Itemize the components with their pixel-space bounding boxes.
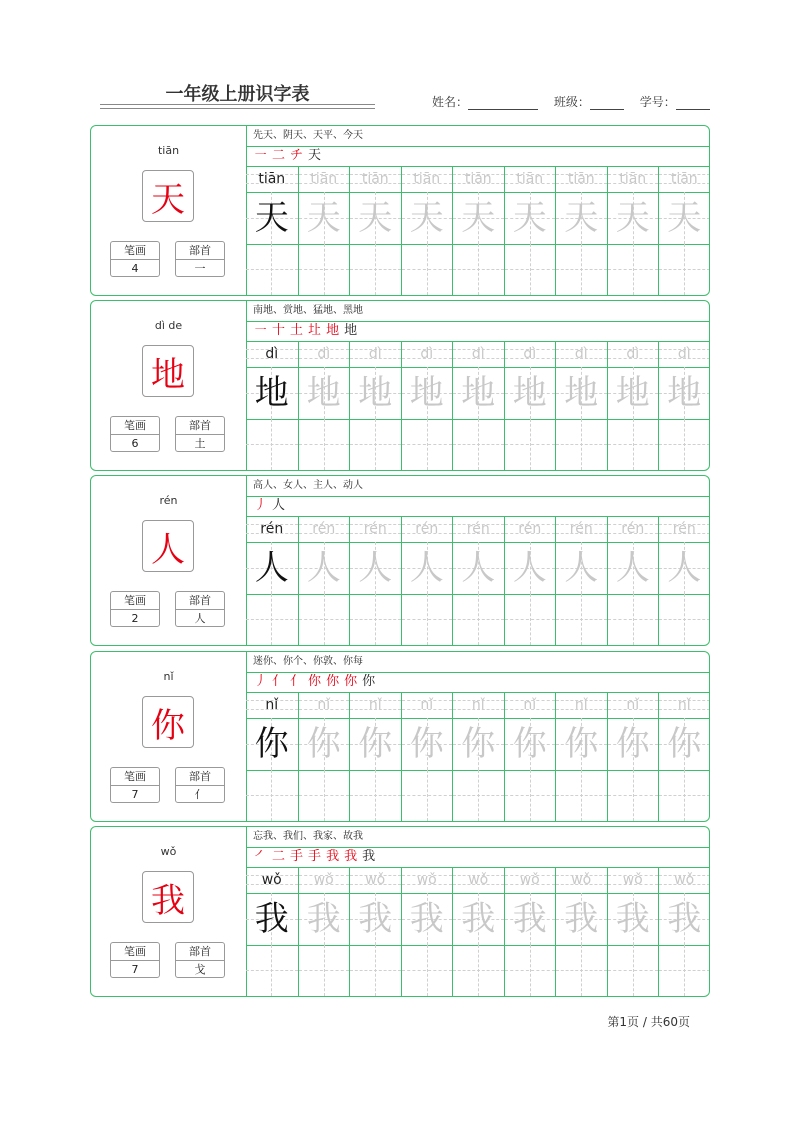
- practice-char: 我: [350, 893, 401, 946]
- practice-pinyin: tiān: [299, 166, 350, 193]
- char-pinyin: dì de: [154, 319, 183, 332]
- radical-label: 部首: [176, 242, 224, 260]
- char-pinyin: rén: [159, 494, 178, 507]
- radical-value: 一: [194, 262, 206, 275]
- stroke-order: [246, 847, 709, 868]
- practice-char: 我: [608, 893, 659, 946]
- stroke-step: 丿: [254, 498, 268, 513]
- writing-square[interactable]: [608, 244, 659, 295]
- practice-pinyin: nǐ: [556, 692, 607, 719]
- stroke-count-value: 2: [131, 612, 139, 625]
- class-field[interactable]: [590, 97, 624, 110]
- practice-cell[interactable]: [452, 341, 504, 470]
- stroke-step: 人: [272, 498, 286, 513]
- stroke-step: 土: [290, 323, 304, 338]
- practice-char: 天: [453, 192, 504, 245]
- practice-grid: [246, 341, 709, 470]
- practice-pinyin: wǒ: [556, 867, 607, 894]
- stroke-count-label: 笔画: [111, 592, 159, 610]
- practice-pinyin: nǐ: [453, 692, 504, 719]
- practice-char: 人: [556, 542, 607, 595]
- char-info-panel: [91, 301, 247, 470]
- practice-cell[interactable]: [349, 692, 401, 821]
- writing-square[interactable]: [350, 244, 401, 295]
- page-title: 一年级上册识字表: [165, 84, 310, 105]
- writing-square[interactable]: [299, 594, 350, 645]
- stroke-order: [246, 321, 709, 342]
- practice-cell[interactable]: [349, 166, 401, 295]
- stroke-count-box: [110, 942, 160, 978]
- practice-cell[interactable]: [504, 867, 556, 996]
- practice-pinyin: tiān: [556, 166, 607, 193]
- stroke-step: 亻: [290, 674, 304, 689]
- radical-box: [175, 767, 225, 803]
- practice-char: 你: [505, 718, 556, 771]
- title-underline: [100, 104, 375, 105]
- writing-square[interactable]: [299, 244, 350, 295]
- practice-cell[interactable]: [298, 341, 350, 470]
- practice-char: 地: [350, 367, 401, 420]
- practice-cell[interactable]: [298, 867, 350, 996]
- practice-pinyin: nǐ: [246, 692, 298, 719]
- practice-cell[interactable]: [452, 166, 504, 295]
- stroke-step: ㇒: [254, 849, 268, 864]
- practice-char: 地: [505, 367, 556, 420]
- practice-pinyin: nǐ: [350, 692, 401, 719]
- stroke-step: 十: [272, 323, 286, 338]
- char-card: [90, 651, 710, 822]
- practice-char: 你: [299, 718, 350, 771]
- char-display: 天: [142, 170, 194, 222]
- practice-char: 地: [659, 367, 710, 420]
- char-card: [90, 125, 710, 296]
- practice-pinyin: rén: [350, 516, 401, 543]
- stroke-count-label: 笔画: [111, 768, 159, 786]
- practice-pinyin: rén: [659, 516, 710, 543]
- student-info: [432, 93, 710, 110]
- practice-pinyin: rén: [453, 516, 504, 543]
- practice-char: 地: [608, 367, 659, 420]
- writing-square[interactable]: [453, 945, 504, 996]
- practice-cell[interactable]: [298, 166, 350, 295]
- writing-square[interactable]: [402, 770, 453, 821]
- practice-cell[interactable]: [401, 166, 453, 295]
- practice-char: 地: [556, 367, 607, 420]
- writing-square[interactable]: [556, 594, 607, 645]
- char-info-panel: [91, 476, 247, 645]
- writing-square[interactable]: [350, 419, 401, 470]
- practice-pinyin: rén: [505, 516, 556, 543]
- practice-pinyin: dì: [350, 341, 401, 368]
- char-pinyin: nǐ: [163, 670, 174, 683]
- stroke-count-label: 笔画: [111, 242, 159, 260]
- practice-char: 天: [350, 192, 401, 245]
- practice-char: 人: [246, 542, 298, 595]
- practice-cell[interactable]: [452, 516, 504, 645]
- writing-square[interactable]: [556, 244, 607, 295]
- stroke-step: 手: [308, 849, 322, 864]
- stroke-step: 地: [326, 323, 340, 338]
- practice-char: 我: [299, 893, 350, 946]
- stroke-step: 亻: [272, 674, 286, 689]
- practice-cell[interactable]: [504, 166, 556, 295]
- stroke-order: [246, 146, 709, 167]
- practice-cell[interactable]: [452, 692, 504, 821]
- practice-cell[interactable]: [658, 692, 710, 821]
- practice-cell[interactable]: [555, 692, 607, 821]
- practice-pinyin: nǐ: [608, 692, 659, 719]
- practice-pinyin: tiān: [453, 166, 504, 193]
- writing-square[interactable]: [608, 770, 659, 821]
- practice-pinyin: nǐ: [659, 692, 710, 719]
- practice-char: 天: [608, 192, 659, 245]
- practice-panel: [246, 827, 709, 996]
- stroke-step: 圵: [308, 323, 322, 338]
- writing-square[interactable]: [505, 244, 556, 295]
- practice-char: 我: [659, 893, 710, 946]
- practice-pinyin: dì: [299, 341, 350, 368]
- practice-char: 你: [350, 718, 401, 771]
- char-card: [90, 475, 710, 646]
- id-label: 学号：: [639, 95, 676, 109]
- writing-square[interactable]: [246, 770, 298, 821]
- example-words: 先天、阴天、天平、今天: [246, 126, 709, 147]
- practice-char: 你: [556, 718, 607, 771]
- practice-pinyin: tiān: [350, 166, 401, 193]
- practice-cell[interactable]: [452, 867, 504, 996]
- practice-cell[interactable]: [401, 692, 453, 821]
- practice-char: 人: [659, 542, 710, 595]
- stroke-step: 你: [326, 674, 340, 689]
- practice-cell[interactable]: [246, 166, 298, 295]
- practice-cell[interactable]: [401, 867, 453, 996]
- writing-square[interactable]: [659, 594, 710, 645]
- practice-cell[interactable]: [555, 516, 607, 645]
- writing-square[interactable]: [246, 945, 298, 996]
- char-info-panel: [91, 652, 247, 821]
- writing-square[interactable]: [608, 945, 659, 996]
- stroke-order: [246, 672, 709, 693]
- radical-label: 部首: [176, 943, 224, 961]
- practice-cell[interactable]: [555, 867, 607, 996]
- practice-pinyin: rén: [246, 516, 298, 543]
- stroke-step: 地: [344, 323, 358, 338]
- writing-square[interactable]: [659, 945, 710, 996]
- practice-pinyin: dì: [246, 341, 298, 368]
- practice-cell[interactable]: [658, 867, 710, 996]
- writing-square[interactable]: [505, 419, 556, 470]
- practice-char: 人: [453, 542, 504, 595]
- radical-label: 部首: [176, 768, 224, 786]
- practice-pinyin: nǐ: [299, 692, 350, 719]
- practice-cell[interactable]: [607, 341, 659, 470]
- practice-pinyin: dì: [505, 341, 556, 368]
- practice-pinyin: wǒ: [505, 867, 556, 894]
- stroke-count-value: 4: [131, 262, 139, 275]
- radical-value: 亻: [194, 788, 206, 801]
- writing-square[interactable]: [350, 594, 401, 645]
- char-display: 人: [142, 520, 194, 572]
- practice-grid: [246, 166, 709, 295]
- stroke-count-value: 6: [131, 437, 139, 450]
- practice-char: 人: [299, 542, 350, 595]
- practice-char: 我: [453, 893, 504, 946]
- writing-square[interactable]: [299, 419, 350, 470]
- stroke-step: 我: [362, 849, 376, 864]
- stroke-count-label: 笔画: [111, 417, 159, 435]
- practice-pinyin: dì: [453, 341, 504, 368]
- practice-pinyin: rén: [299, 516, 350, 543]
- stroke-step: 我: [326, 849, 340, 864]
- stroke-step: 丿: [254, 674, 268, 689]
- char-info-panel: [91, 126, 247, 295]
- practice-cell[interactable]: [349, 867, 401, 996]
- practice-pinyin: tiān: [659, 166, 710, 193]
- practice-char: 你: [246, 718, 298, 771]
- practice-char: 天: [299, 192, 350, 245]
- practice-cell[interactable]: [349, 516, 401, 645]
- practice-pinyin: dì: [556, 341, 607, 368]
- practice-cell[interactable]: [504, 516, 556, 645]
- practice-cell[interactable]: [246, 867, 298, 996]
- stroke-step: チ: [290, 148, 304, 163]
- char-pinyin: wǒ: [160, 845, 177, 858]
- radical-value: 人: [194, 612, 206, 625]
- practice-char: 你: [608, 718, 659, 771]
- practice-cell[interactable]: [246, 516, 298, 645]
- practice-char: 我: [505, 893, 556, 946]
- practice-grid: [246, 692, 709, 821]
- stroke-count-value: 7: [131, 788, 139, 801]
- practice-pinyin: wǒ: [659, 867, 710, 894]
- char-card: [90, 826, 710, 997]
- example-words: 忘我、我们、我家、故我: [246, 827, 709, 848]
- practice-char: 天: [246, 192, 298, 245]
- writing-square[interactable]: [608, 419, 659, 470]
- writing-square[interactable]: [556, 770, 607, 821]
- char-display: 地: [142, 345, 194, 397]
- writing-square[interactable]: [402, 594, 453, 645]
- writing-square[interactable]: [246, 594, 298, 645]
- stroke-count-box: [110, 416, 160, 452]
- practice-pinyin: tiān: [246, 166, 298, 193]
- stroke-order: [246, 496, 709, 517]
- practice-panel: [246, 652, 709, 821]
- name-label: 姓名：: [432, 95, 469, 109]
- practice-cell[interactable]: [658, 166, 710, 295]
- radical-box: [175, 416, 225, 452]
- stroke-step: 二: [272, 849, 286, 864]
- stroke-step: 你: [344, 674, 358, 689]
- practice-cell[interactable]: [504, 341, 556, 470]
- practice-cell[interactable]: [401, 341, 453, 470]
- writing-square[interactable]: [453, 244, 504, 295]
- writing-square[interactable]: [505, 770, 556, 821]
- practice-char: 地: [246, 367, 298, 420]
- writing-square[interactable]: [246, 419, 298, 470]
- title-underline-2: [100, 108, 375, 109]
- stroke-count-value: 7: [131, 963, 139, 976]
- radical-value: 土: [194, 437, 206, 450]
- stroke-step: 你: [308, 674, 322, 689]
- char-card: [90, 300, 710, 471]
- writing-square[interactable]: [453, 419, 504, 470]
- practice-char: 我: [556, 893, 607, 946]
- stroke-step: 我: [344, 849, 358, 864]
- example-words: 迷你、你个、你敦、你每: [246, 652, 709, 673]
- practice-pinyin: tiān: [608, 166, 659, 193]
- practice-char: 人: [608, 542, 659, 595]
- practice-cell[interactable]: [658, 516, 710, 645]
- writing-square[interactable]: [350, 770, 401, 821]
- practice-pinyin: dì: [608, 341, 659, 368]
- writing-square[interactable]: [453, 594, 504, 645]
- practice-cell[interactable]: [555, 341, 607, 470]
- stroke-step: 天: [308, 148, 322, 163]
- practice-cell[interactable]: [504, 692, 556, 821]
- example-words: 高人、女人、主人、动人: [246, 476, 709, 497]
- practice-pinyin: wǒ: [350, 867, 401, 894]
- writing-square[interactable]: [402, 244, 453, 295]
- practice-cell[interactable]: [607, 867, 659, 996]
- stroke-step: ㇐: [254, 148, 268, 163]
- writing-square[interactable]: [402, 419, 453, 470]
- stroke-step: ㇐: [254, 323, 268, 338]
- practice-grid: [246, 516, 709, 645]
- char-display: 你: [142, 696, 194, 748]
- practice-cell[interactable]: [246, 692, 298, 821]
- char-info-panel: [91, 827, 247, 996]
- practice-panel: [246, 126, 709, 295]
- practice-cell[interactable]: [298, 692, 350, 821]
- writing-square[interactable]: [453, 770, 504, 821]
- practice-cell[interactable]: [401, 516, 453, 645]
- practice-pinyin: tiān: [402, 166, 453, 193]
- radical-box: [175, 241, 225, 277]
- writing-square[interactable]: [246, 244, 298, 295]
- practice-char: 天: [556, 192, 607, 245]
- name-field[interactable]: [468, 97, 538, 110]
- writing-square[interactable]: [299, 945, 350, 996]
- char-pinyin: tiān: [157, 144, 180, 157]
- practice-cell[interactable]: [607, 516, 659, 645]
- writing-square[interactable]: [659, 419, 710, 470]
- writing-square[interactable]: [350, 945, 401, 996]
- radical-label: 部首: [176, 417, 224, 435]
- practice-pinyin: nǐ: [505, 692, 556, 719]
- practice-pinyin: wǒ: [246, 867, 298, 894]
- practice-char: 地: [453, 367, 504, 420]
- stroke-count-box: [110, 767, 160, 803]
- practice-char: 天: [659, 192, 710, 245]
- practice-pinyin: dì: [402, 341, 453, 368]
- example-words: 南地、赏地、猛地、黑地: [246, 301, 709, 322]
- practice-grid: [246, 867, 709, 996]
- practice-char: 人: [350, 542, 401, 595]
- practice-cell[interactable]: [607, 692, 659, 821]
- writing-square[interactable]: [608, 594, 659, 645]
- practice-char: 你: [659, 718, 710, 771]
- id-field[interactable]: [676, 97, 710, 110]
- practice-char: 我: [246, 893, 298, 946]
- practice-panel: [246, 301, 709, 470]
- practice-char: 天: [402, 192, 453, 245]
- writing-square[interactable]: [556, 945, 607, 996]
- stroke-step: 手: [290, 849, 304, 864]
- practice-char: 地: [299, 367, 350, 420]
- char-display: 我: [142, 871, 194, 923]
- practice-pinyin: rén: [556, 516, 607, 543]
- radical-label: 部首: [176, 592, 224, 610]
- practice-char: 你: [453, 718, 504, 771]
- writing-square[interactable]: [402, 945, 453, 996]
- writing-square[interactable]: [556, 419, 607, 470]
- writing-square[interactable]: [659, 770, 710, 821]
- practice-pinyin: wǒ: [608, 867, 659, 894]
- practice-char: 我: [402, 893, 453, 946]
- practice-pinyin: rén: [402, 516, 453, 543]
- radical-value: 戈: [194, 963, 206, 976]
- practice-cell[interactable]: [349, 341, 401, 470]
- stroke-count-box: [110, 241, 160, 277]
- stroke-count-box: [110, 591, 160, 627]
- practice-char: 人: [505, 542, 556, 595]
- practice-cell[interactable]: [555, 166, 607, 295]
- practice-pinyin: dì: [659, 341, 710, 368]
- practice-pinyin: rén: [608, 516, 659, 543]
- writing-square[interactable]: [659, 244, 710, 295]
- radical-box: [175, 942, 225, 978]
- practice-cell[interactable]: [298, 516, 350, 645]
- practice-pinyin: wǒ: [299, 867, 350, 894]
- practice-char: 人: [402, 542, 453, 595]
- practice-char: 天: [505, 192, 556, 245]
- writing-square[interactable]: [505, 594, 556, 645]
- practice-pinyin: nǐ: [402, 692, 453, 719]
- practice-cell[interactable]: [658, 341, 710, 470]
- stroke-step: 二: [272, 148, 286, 163]
- writing-square[interactable]: [299, 770, 350, 821]
- class-label: 班级：: [553, 95, 590, 109]
- practice-char: 地: [402, 367, 453, 420]
- writing-square[interactable]: [505, 945, 556, 996]
- practice-pinyin: wǒ: [453, 867, 504, 894]
- practice-cell[interactable]: [246, 341, 298, 470]
- page-number: 第1页 / 共60页: [607, 1015, 690, 1029]
- practice-pinyin: wǒ: [402, 867, 453, 894]
- stroke-step: 你: [362, 674, 376, 689]
- practice-cell[interactable]: [607, 166, 659, 295]
- practice-panel: [246, 476, 709, 645]
- practice-char: 你: [402, 718, 453, 771]
- stroke-count-label: 笔画: [111, 943, 159, 961]
- radical-box: [175, 591, 225, 627]
- practice-pinyin: tiān: [505, 166, 556, 193]
